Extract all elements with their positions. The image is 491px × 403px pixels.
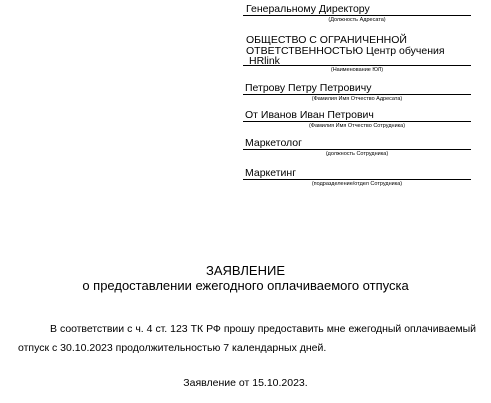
org-name-line-2: ОТВЕТСТВЕННОСТЬЮ Центр обучения [246,45,445,57]
employee-position: Маркетолог [245,137,302,149]
org-name-line-1: ОБЩЕСТВО С ОГРАНИЧЕННОЙ [246,34,407,46]
addressee-name-line [243,94,471,95]
addressee-position: Генеральному Директору [246,3,370,15]
document-subtitle: о предоставлении ежегодного оплачиваемого отпуска [82,278,409,293]
org-name-line-3: HRlink [249,55,280,67]
body-line-2: отпуск с 30.10.2023 продолжительностью 7 календарных дней. [18,342,327,354]
employee-position-line [243,149,471,150]
addressee-position-line [243,15,471,16]
employee-name-line [243,121,471,122]
employee-department: Маркетинг [245,167,297,179]
employee-position-caption: (должность Сотрудника) [325,151,389,157]
org-name-line [243,65,471,66]
employee-name: От Иванов Иван Петрович [245,109,374,121]
addressee-name: Петрову Петру Петровичу [245,82,372,94]
document-title: ЗАЯВЛЕНИЕ [205,263,286,278]
employee-department-line [243,179,471,180]
employee-department-caption: (подразделение/отдел Сотрудника) [311,181,403,187]
addressee-name-caption: (Фамилия Имя Отчество Адресата) [311,96,403,102]
statement-date: Заявление от 15.10.2023. [183,377,308,389]
employee-name-caption: (Фамилия Имя Отчество Сотрудника) [308,123,406,129]
org-name-caption: (Наименование ЮЛ) [330,67,384,73]
addressee-position-caption: (Должность Адресата) [328,17,386,23]
body-line-1: В соответствии с ч. 4 ст. 123 ТК РФ прошу предоставить мне ежегодный оплачиваемый [50,323,476,335]
